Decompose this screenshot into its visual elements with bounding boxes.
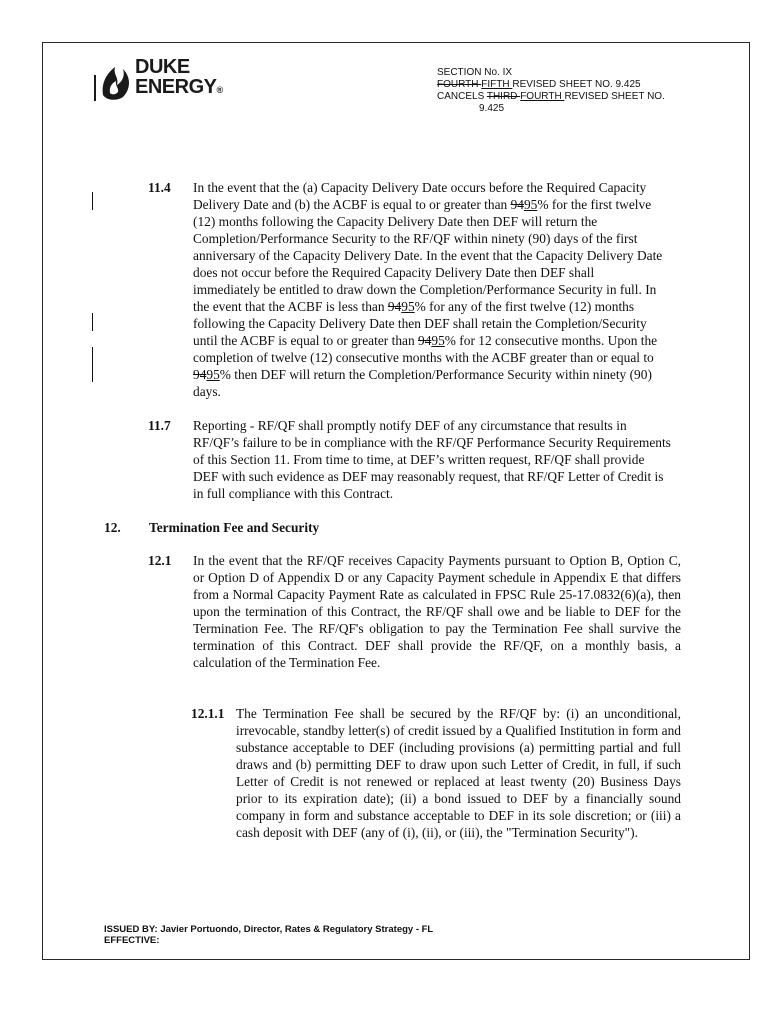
section-12-title: Termination Fee and Security: [149, 520, 320, 535]
cancels-line: CANCELS THIRD FOURTH REVISED SHEET NO.: [437, 91, 665, 102]
inserted-text: 95: [431, 333, 445, 348]
section-12-1-number: 12.1: [148, 553, 172, 568]
struck-text: THIRD: [486, 91, 521, 102]
inserted-text: 95: [401, 299, 415, 314]
flame-logo-icon: [93, 57, 135, 105]
section-number: SECTION No. IX: [437, 67, 513, 78]
sheet-header: [437, 67, 665, 115]
section-12-1-1-number: 12.1.1: [191, 706, 225, 721]
revised-sheet-line: FOURTH FIFTH REVISED SHEET NO. 9.425: [437, 79, 641, 90]
logo-line-1: DUKE: [135, 56, 190, 78]
footer: [104, 924, 433, 946]
struck-text: FOURTH: [437, 79, 482, 90]
struck-text: 94: [387, 299, 402, 314]
struck-text: 94: [510, 197, 524, 212]
struck-text: 94: [193, 367, 207, 382]
inserted-text: 95: [206, 367, 220, 382]
section-12-1-1-text: The Termination Fee shall be secured by the RF/QF by: (i) an unconditional, irrevocable, standby letter(s) of credit issued by a Qualified Institution in form and substance acceptable to DEF (including provisions (a) permitting partial and full draws and (b) permitting DEF to draw upon such Letter of Credit, in full, if such Letter of Credit is not renewed or replaced at least twenty (20) Business Days prior to its expiration date); (ii) a bond issued to DEF by a financially sound company in form and substance acceptable to DEF in its sole discretion; or (iii) a cash deposit with DEF (any of (i), (ii), or (iii), the "Termination Security").: [236, 706, 681, 840]
section-12-1-text: In the event that the RF/QF receives Capacity Payments pursuant to Option B, Option C, or Option D of Appendix D or any Capacity Payment schedule in Appendix E that differs from a Normal Capacity Payment Rate as calculated in FPSC Rule 25-17.0832(6)(a), then upon the termination of this Contract, the RF/QF shall owe and be liable to DEF for the Termination Fee. The RF/QF's obligation to pay the Termination Fee shall survive the termination of this Contract. DEF shall provide the RF/QF, on a monthly basis, a calculation of the Termination Fee.: [193, 553, 681, 670]
issued-by-value: Javier Portuondo, Director, Rates & Regulatory Strategy - FL: [160, 924, 434, 935]
section-11-7-text: Reporting - RF/QF shall promptly notify DEF of any circumstance that results in RF/QF’s failure to be in compliance with the RF/QF Performance Security Requirements of this Section 11. From time to time, at DEF’s written request, RF/QF shall provide DEF with such evidence as DEF may reasonably request, that RF/QF Letter of Credit is in full compliance with this Contract.: [193, 418, 671, 501]
section-11-4-number: 11.4: [148, 180, 171, 195]
revision-bar: [92, 192, 93, 210]
cancelled-sheet-number: 9.425: [479, 103, 505, 114]
inserted-text: 95: [523, 197, 538, 212]
struck-text: 94: [418, 333, 432, 348]
logo-line-2: ENERGY: [135, 76, 217, 98]
effective-label: EFFECTIVE:: [104, 935, 160, 946]
inserted-text: FOURTH: [520, 91, 565, 102]
registered-mark: ®: [216, 85, 223, 95]
revision-bar: [92, 347, 93, 382]
duke-energy-logo: [93, 57, 243, 107]
section-11-4-text: In the event that the (a) Capacity Delivery Date occurs before the Required Capacity Delivery Date and (b) the ACBF is equal to or greater than 9495% for the first twelve (12) months following the Capacity Delivery Date then DEF will return the Completion/Performance Security to the RF/QF within ninety (90) days of the first anniversary of the Capacity Delivery Date. In the event that the Capacity Delivery Date does not occur before the Required Capacity Delivery Date then DEF shall immediately be entitled to draw down the Completion/Performance Security in full. In the event that the ACBF is less than 9495% for any of the first twelve (12) months following the Capacity Delivery Date then DEF shall retain the Completion/Security until the ACBF is equal to or greater than 9495% for 12 consecutive months. Upon the completion of twelve (12) consecutive months with the ACBF greater than or equal to 9495% then DEF will return the Completion/Performance Security within ninety (90) days.: [193, 180, 663, 399]
inserted-text: FIFTH: [481, 79, 513, 90]
issued-by-label: ISSUED BY:: [104, 924, 158, 935]
revision-bar: [92, 313, 93, 331]
logo-wordmark: [135, 57, 223, 100]
section-12-number: 12.: [104, 520, 121, 535]
section-11-7-number: 11.7: [148, 418, 171, 433]
